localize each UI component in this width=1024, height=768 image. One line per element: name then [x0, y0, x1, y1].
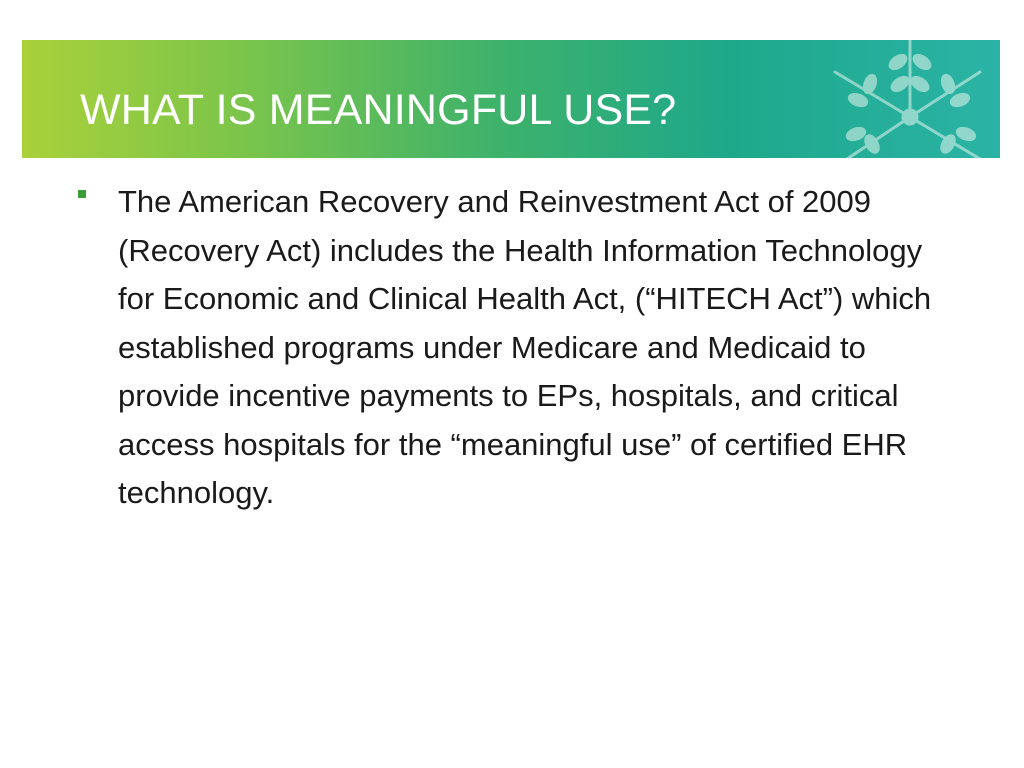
bullet-text: The American Recovery and Reinvestment Act of 2009 (Recovery Act) includes the Health Information Technology for Economic and Clinical Health Act, (“HITECH Act”) which established programs under Medicare and Medicaid to provide incentive payments to EPs, hospitals, and critical access hospitals for the “meaningful use” of certified EHR technology. [118, 184, 932, 510]
square-bullet-icon [78, 190, 86, 198]
title-banner [22, 40, 1000, 158]
snowflake-leaf-motif-icon [780, 40, 1000, 158]
bullet-item [78, 178, 958, 518]
slide-title: WHAT IS MEANINGFUL USE? [80, 86, 677, 134]
slide-body [78, 178, 958, 518]
